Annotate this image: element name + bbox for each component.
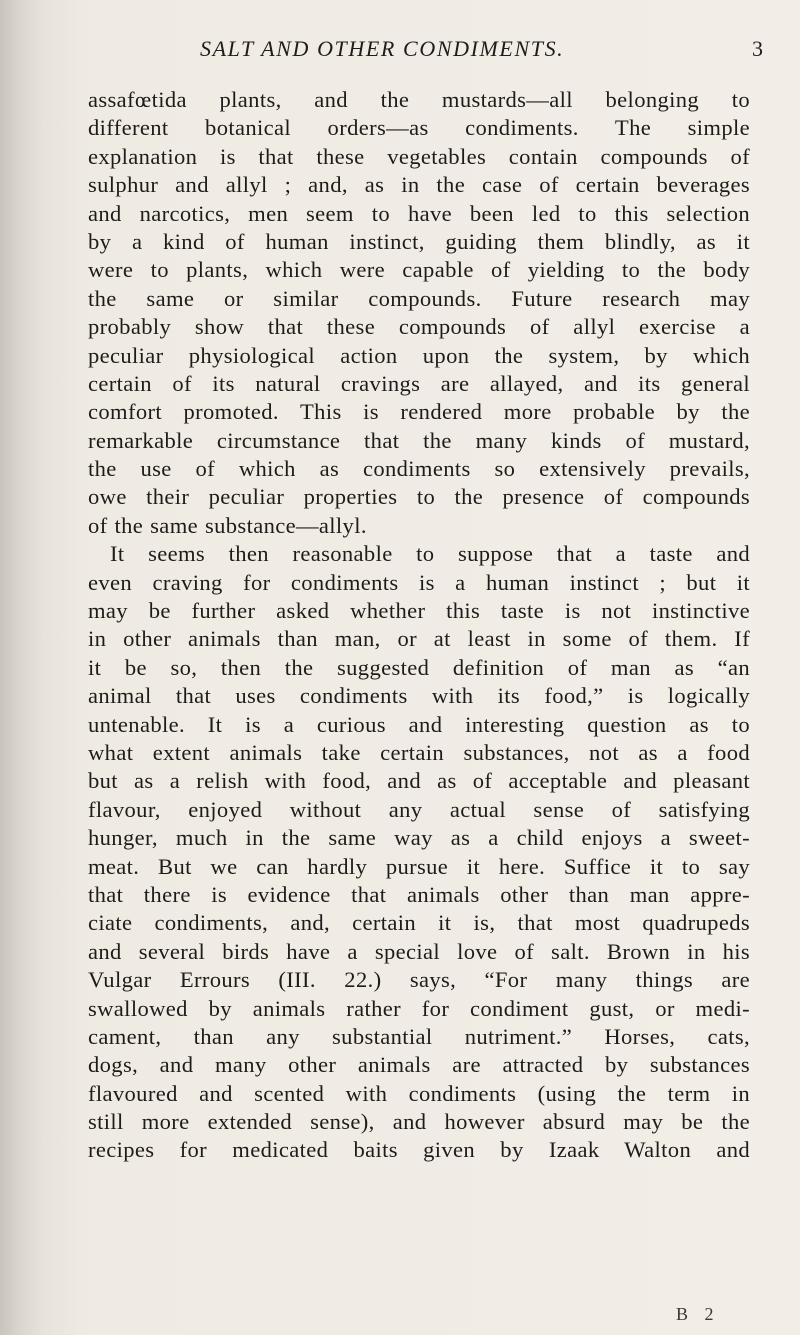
text-line: that there is evidence that animals other than man appre- (88, 881, 750, 907)
text-line: certain of its natural cravings are allayed, and its general (88, 370, 750, 396)
text-line: the same or similar compounds. Future research may (88, 285, 750, 311)
text-line: even craving for condiments is a human instinct ; but it (88, 569, 750, 595)
text-line: and narcotics, men seem to have been led to this selection (88, 200, 750, 226)
text-line: remarkable circumstance that the many kinds of mustard, (88, 427, 750, 453)
text-line: comfort promoted. This is rendered more probable by the (88, 399, 750, 425)
text-line: ciate condiments, and, certain it is, that most quadrupeds (88, 910, 750, 936)
signature-mark: B 2 (676, 1304, 720, 1324)
page-header (0, 36, 800, 66)
text-line: the use of which as condiments so extensively prevails, (88, 456, 750, 482)
text-line: meat. But we can hardly pursue it here. Suffice it to say (88, 853, 750, 879)
text-line: flavoured and scented with condiments (using the term in (88, 1080, 750, 1106)
text-line: peculiar physiological action upon the system, by which (88, 342, 750, 368)
text-line: dogs, and many other animals are attracted by substances (88, 1052, 750, 1078)
text-line: probably show that these compounds of allyl exercise a (88, 314, 750, 340)
text-line-paragraph-start: It seems then reasonable to suppose that a taste and (110, 541, 750, 567)
text-line-paragraph-end: of the same substance—allyl. (88, 512, 367, 538)
text-line: in other animals than man, or at least in some of them. If (88, 626, 750, 652)
text-line: hunger, much in the same way as a child enjoys a sweet- (88, 825, 750, 851)
text-line: and several birds have a special love of salt. Brown in his (88, 938, 750, 964)
text-line: may be further asked whether this taste is not instinctive (88, 598, 750, 624)
text-line: animal that uses condiments with its food,” is logically (88, 683, 750, 709)
text-line: assafœtida plants, and the mustards—all belonging to (88, 87, 750, 112)
text-line: by a kind of human instinct, guiding them blindly, as it (88, 228, 750, 254)
text-line: cament, than any substantial nutriment.” Horses, cats, (88, 1023, 750, 1049)
text-line: explanation is that these vegetables contain compounds of (88, 143, 750, 169)
text-line: owe their peculiar properties to the presence of compounds (88, 484, 750, 510)
page-number: 3 (752, 36, 763, 61)
text-line: but as a relish with food, and as of acceptable and pleasant (88, 768, 750, 794)
text-line: recipes for medicated baits given by Izaak Walton and (88, 1137, 750, 1163)
text-line: still more extended sense), and however absurd may be the (88, 1109, 750, 1135)
running-head: SALT AND OTHER CONDIMENTS. (200, 36, 565, 61)
text-line: untenable. It is a curious and interesting question as to (88, 711, 750, 737)
text-line: swallowed by animals rather for condiment gust, or medi- (88, 995, 750, 1021)
text-line: what extent animals take certain substances, not as a food (88, 739, 750, 765)
text-line: Vulgar Errours (III. 22.) says, “For many things are (88, 967, 750, 993)
text-line: sulphur and allyl ; and, as in the case of certain beverages (88, 172, 750, 198)
text-line: different botanical orders—as condiments. The simple (88, 115, 750, 141)
text-line: were to plants, which were capable of yielding to the body (88, 257, 750, 283)
body-text (88, 86, 750, 1165)
text-line: flavour, enjoyed without any actual sense of satisfying (88, 796, 750, 822)
text-line: it be so, then the suggested definition of man as “an (88, 654, 750, 680)
